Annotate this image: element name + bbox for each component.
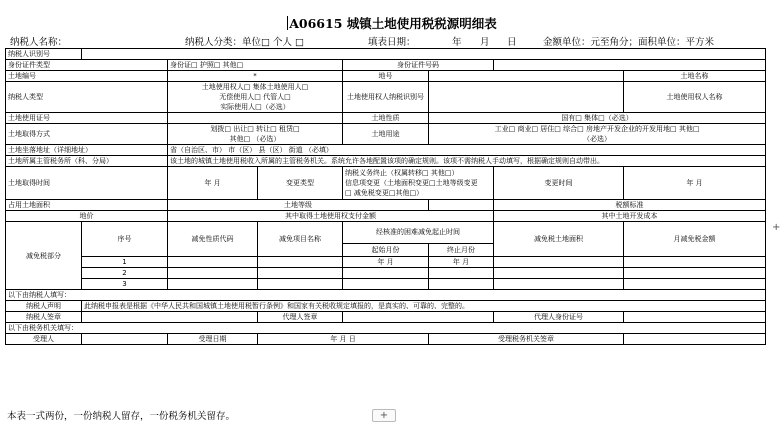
address-field[interactable]: 省（自治区、市） 市（区） 县（区） 街道 （必填） xyxy=(168,145,766,156)
table-row xyxy=(6,312,766,323)
seq-cell: 1 xyxy=(82,257,168,268)
start-month-cell[interactable] xyxy=(343,279,429,290)
table-row xyxy=(6,156,766,167)
relief-section-label: 减免税部分 xyxy=(6,222,82,290)
end-month-cell[interactable] xyxy=(429,279,494,290)
form-title: A06615 城镇土地使用税税源明细表 xyxy=(289,16,497,31)
taxpayer-id-label: 纳税人识别号 xyxy=(6,49,82,60)
id-number-field[interactable] xyxy=(494,60,766,71)
table-row xyxy=(6,82,766,113)
relief-period-header: 经核准的困难减免起止时间 xyxy=(343,222,494,244)
table-row xyxy=(6,124,766,145)
table-row xyxy=(6,145,766,156)
table-row xyxy=(6,60,766,71)
cert-no-label: 土地使用证号 xyxy=(6,113,168,124)
relief-item-header: 减免项目名称 xyxy=(258,222,343,257)
land-nature-options[interactable]: 国有□ 集体□（必选） xyxy=(429,113,766,124)
receive-date-label: 受理日期 xyxy=(168,334,258,345)
monthly-relief-cell[interactable] xyxy=(624,279,766,290)
user-id-label: 土地使用权人纳税识别号 xyxy=(343,82,429,113)
land-name-label: 土地名称 xyxy=(624,71,766,82)
tax-standard-label: 税额标准 xyxy=(494,200,766,211)
taxpayer-id-field[interactable] xyxy=(82,49,766,60)
table-row xyxy=(6,290,766,301)
change-time-label: 变更时间 xyxy=(494,167,624,200)
taxpayer-sign-label: 纳税人签章 xyxy=(6,312,82,323)
relief-code-cell[interactable] xyxy=(168,279,258,290)
land-use-label: 土地用途 xyxy=(343,124,429,145)
relief-area-cell[interactable] xyxy=(494,268,624,279)
land-no-value: * xyxy=(168,71,343,82)
monthly-relief-header: 月减免税金额 xyxy=(624,222,766,257)
end-month-header: 终止月份 xyxy=(429,243,494,256)
agent-id-field[interactable] xyxy=(624,312,766,323)
address-label: 土地坐落地址（详细地址） xyxy=(6,145,168,156)
parcel-no-label: 地号 xyxy=(343,71,429,82)
add-column-handle-icon[interactable]: + xyxy=(772,222,781,233)
seq-cell: 3 xyxy=(82,279,168,290)
area-label: 占用土地面积 xyxy=(6,200,168,211)
change-type-label: 变更类型 xyxy=(258,167,343,200)
table-row xyxy=(6,257,766,268)
table-row xyxy=(6,113,766,124)
fill-date-day: 日 xyxy=(507,37,517,48)
land-price-label: 地价 xyxy=(6,211,168,222)
end-month-cell[interactable]: 年 月 xyxy=(429,257,494,268)
monthly-relief-cell[interactable] xyxy=(624,268,766,279)
agent-sign-field[interactable] xyxy=(343,312,494,323)
relief-item-cell[interactable] xyxy=(258,268,343,279)
relief-area-cell[interactable] xyxy=(494,279,624,290)
relief-item-cell[interactable] xyxy=(258,257,343,268)
fill-date-month: 月 xyxy=(480,37,490,48)
tax-office-note: 该土地的城镇土地使用税收入所属的主管税务机关。系统允许各地配置该项的确定规则。该项不需纳税人手动填写，根据确定规则自动带出。 xyxy=(168,156,766,167)
land-grade-label: 土地等级 xyxy=(168,200,429,211)
table-row xyxy=(6,301,766,312)
table-row xyxy=(6,279,766,290)
office-seal-label: 受理税务机关签章 xyxy=(429,334,624,345)
taxpayer-name-label: 纳税人名称： xyxy=(10,37,68,48)
start-month-header: 起始月份 xyxy=(343,243,429,256)
agent-sign-label: 代理人签章 xyxy=(258,312,343,323)
seq-cell: 2 xyxy=(82,268,168,279)
fill-date-year: 年 xyxy=(452,37,462,48)
tax-office-label: 土地所属主管税务所（科、分局） xyxy=(6,156,168,167)
taxpayer-type-options[interactable]: 土地使用权人□ 集体土地使用人□ 无偿使用人□ 代管人□ 实际使用人□（必选） xyxy=(168,82,343,113)
cert-no-field[interactable] xyxy=(168,113,343,124)
end-month-cell[interactable] xyxy=(429,268,494,279)
footer-note: 本表一式两份，一份纳税人留存，一份税务机关留存。 xyxy=(7,411,236,422)
table-row xyxy=(6,71,766,82)
receive-date-value[interactable]: 年 月 日 xyxy=(258,334,429,345)
parcel-no-field[interactable] xyxy=(429,71,624,82)
table-row xyxy=(6,334,766,345)
user-id-field[interactable] xyxy=(429,82,624,113)
fill-date-label: 填表日期： xyxy=(368,37,416,48)
unit-label: 金额单位：元至角分；面积单位：平方米 xyxy=(543,37,715,48)
acquire-time-label: 土地取得时间 xyxy=(6,167,168,200)
relief-code-cell[interactable] xyxy=(168,268,258,279)
start-month-cell[interactable] xyxy=(343,268,429,279)
land-grade-field[interactable] xyxy=(429,200,494,211)
id-number-label: 身份证件号码 xyxy=(343,60,494,71)
id-type-label: 身份证件类型 xyxy=(6,60,168,71)
relief-item-cell[interactable] xyxy=(258,279,343,290)
table-row xyxy=(6,323,766,334)
taxpayer-class-label: 纳税人分类：单位□ 个人 □ xyxy=(185,37,304,48)
relief-area-header: 减免税土地面积 xyxy=(494,222,624,257)
statement-label: 纳税人声明 xyxy=(6,301,82,312)
office-seal-field[interactable] xyxy=(624,334,766,345)
relief-code-cell[interactable] xyxy=(168,257,258,268)
id-type-choices[interactable]: 身份证□ 护照□ 其他□ xyxy=(168,60,343,71)
paid-land-fee-label: 其中取得土地使用权支付金额 xyxy=(168,211,494,222)
land-no-label: 土地编号 xyxy=(6,71,168,82)
acquire-method-options[interactable]: 划拨□ 出让□ 转让□ 租赁□ 其他□ （必选） xyxy=(168,124,343,145)
agent-id-label: 代理人身份证号 xyxy=(494,312,624,323)
start-month-cell[interactable]: 年 月 xyxy=(343,257,429,268)
tax-form-table xyxy=(5,48,766,345)
receiver-field[interactable] xyxy=(82,334,168,345)
taxpayer-sign-field[interactable] xyxy=(82,312,258,323)
relief-code-header: 减免性质代码 xyxy=(168,222,258,257)
monthly-relief-cell[interactable] xyxy=(624,257,766,268)
relief-area-cell[interactable] xyxy=(494,257,624,268)
table-row xyxy=(6,268,766,279)
taxpayer-fill-label: 以下由纳税人填写： xyxy=(6,290,766,301)
table-row xyxy=(6,222,766,244)
acquire-time-value[interactable]: 年 月 xyxy=(168,167,258,200)
add-row-handle-icon[interactable]: + xyxy=(372,409,396,422)
seq-header: 序号 xyxy=(82,222,168,257)
acquire-method-label: 土地取得方式 xyxy=(6,124,168,145)
change-time-value[interactable]: 年 月 xyxy=(624,167,766,200)
taxpayer-type-label: 纳税人类型 xyxy=(6,82,168,113)
table-row xyxy=(6,211,766,222)
table-row xyxy=(6,167,766,200)
change-type-options[interactable]: 纳税义务终止（权属转移□ 其他□） 信息项变更（土地面积变更□土地等级变更 □ 减免税变更□其他□） xyxy=(343,167,494,200)
statement-text: 此纳税申报表是根据《中华人民共和国城镇土地使用税暂行条例》和国家有关税收规定填报的，是真实的、可靠的、完整的。 xyxy=(82,301,766,312)
user-name-label: 土地使用权人名称 xyxy=(624,82,766,113)
table-row xyxy=(6,200,766,211)
office-fill-label: 以下由税务机关填写： xyxy=(6,323,766,334)
table-row xyxy=(6,49,766,60)
dev-cost-label: 其中土地开发成本 xyxy=(494,211,766,222)
land-use-options[interactable]: 工业□ 商业□ 居住□ 综合□ 房地产开发企业的开发用地□ 其他□ （必选） xyxy=(429,124,766,145)
land-nature-label: 土地性质 xyxy=(343,113,429,124)
receiver-label: 受理人 xyxy=(6,334,82,345)
